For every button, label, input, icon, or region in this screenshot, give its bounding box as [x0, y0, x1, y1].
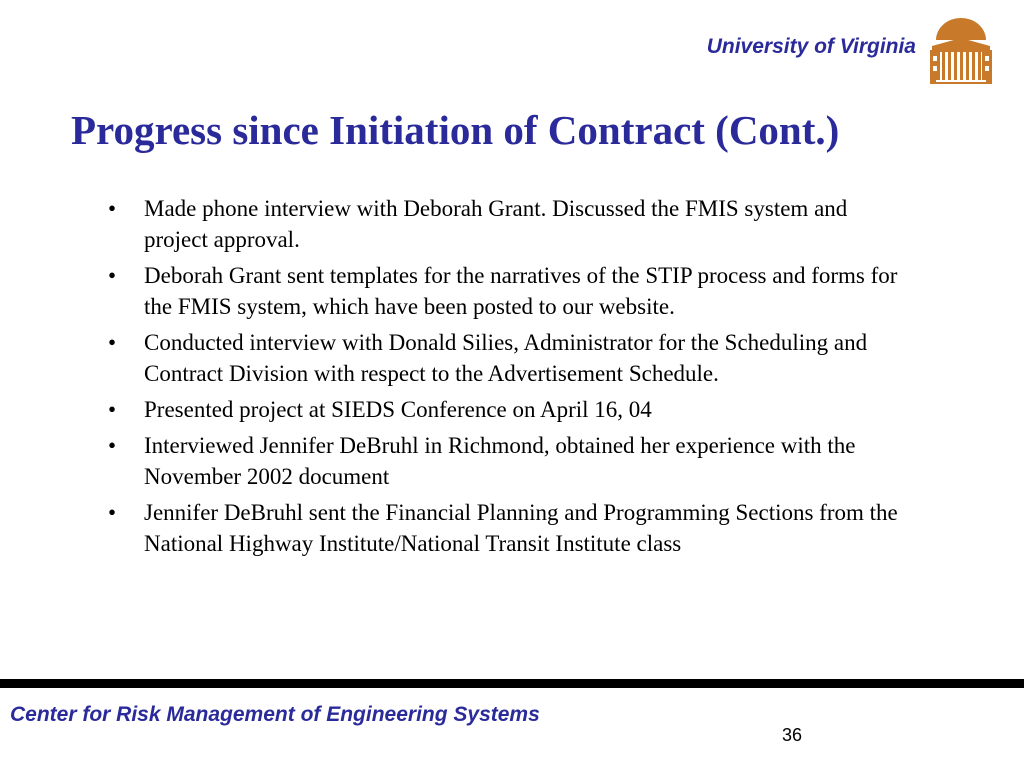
page-number: 36 [782, 725, 803, 745]
footer-organization: Center for Risk Management of Engineering Systems [10, 703, 540, 726]
bullet-icon: • [108, 433, 117, 458]
bullet-item [100, 430, 900, 492]
university-name: University of Virginia [706, 35, 916, 58]
bullet-text: Deborah Grant sent templates for the narratives of the STIP process and forms for the FMIS system, which have been posted to our website. [144, 263, 898, 319]
bullet-icon: • [108, 397, 117, 422]
rotunda-logo-icon [926, 16, 996, 86]
footer-divider [0, 679, 1024, 688]
bullet-icon: • [108, 330, 117, 355]
bullet-icon: • [108, 196, 117, 221]
bullet-text: Made phone interview with Deborah Grant. Discussed the FMIS system and project approval. [144, 196, 848, 252]
bullet-list [100, 193, 900, 564]
bullet-item [100, 394, 900, 425]
bullet-icon: • [108, 500, 117, 525]
bullet-text: Conducted interview with Donald Silies, Administrator for the Scheduling and Contract Division with respect to the Advertisement Schedule. [144, 330, 868, 386]
bullet-item [100, 193, 900, 255]
bullet-item [100, 497, 900, 559]
bullet-text: Jennifer DeBruhl sent the Financial Planning and Programming Sections from the National Highway Institute/National Transit Institute class [144, 500, 898, 556]
bullet-item [100, 327, 900, 389]
bullet-item [100, 260, 900, 322]
bullet-icon: • [108, 263, 117, 288]
bullet-text: Presented project at SIEDS Conference on April 16, 04 [144, 397, 652, 422]
bullet-text: Interviewed Jennifer DeBruhl in Richmond, obtained her experience with the November 2002 document [144, 433, 856, 489]
slide-title: Progress since Initiation of Contract (Cont.) [71, 107, 840, 153]
